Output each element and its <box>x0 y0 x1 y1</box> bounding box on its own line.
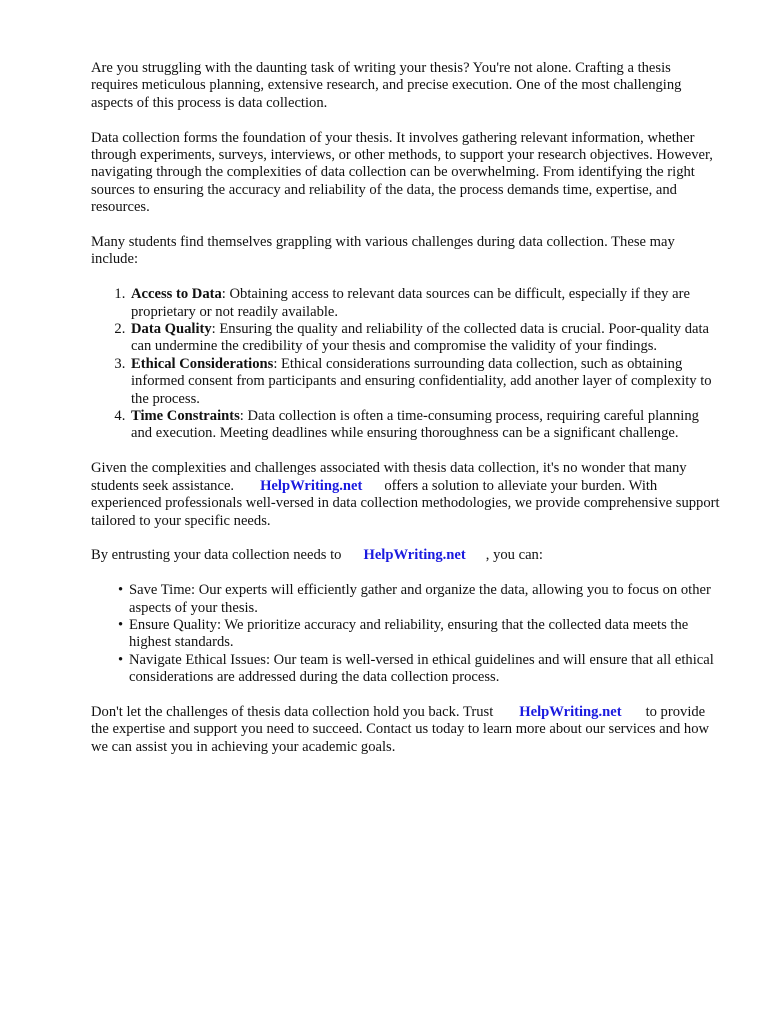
helpwriting-link[interactable]: HelpWriting.net <box>363 547 466 564</box>
bullet-icon: • <box>118 651 124 668</box>
benefit-item <box>118 582 721 617</box>
challenge-text: : Ethical considerations surrounding data collection, such as obtaining informed consent from participants and ensuring confidentiality, add another layer of complexity to the process. <box>131 355 712 407</box>
entrust-text-after: , you can: <box>485 547 543 564</box>
benefit-item <box>118 651 721 687</box>
challenges-list <box>91 286 721 443</box>
challenge-title: Ethical Considerations <box>131 355 274 372</box>
entrust-paragraph <box>91 547 721 564</box>
challenge-text: : Data collection is often a time-consuming process, requiring careful planning and execution. Meeting deadlines while ensuring thoroughness can be a significant challenge. <box>131 408 699 442</box>
bullet-icon: • <box>118 582 124 599</box>
challenge-item <box>129 408 721 443</box>
intro-paragraph: Are you struggling with the daunting task of writing your thesis? You're not alone. Crafting a thesis requires meticulous planning, extensive research, and precise execution. One of the most challenging aspects of this process is data collection. <box>91 60 682 111</box>
closing-text-after: to provide the expertise and support you need to succeed. Contact us today to learn more about our services and how we can assist you in achieving your academic goals. <box>91 703 710 755</box>
given-paragraph <box>91 460 721 530</box>
helpwriting-link[interactable]: HelpWriting.net <box>519 703 622 720</box>
closing-text-before: Don't let the challenges of thesis data collection hold you back. Trust <box>91 703 494 720</box>
entrust-text-before: By entrusting your data collection needs to <box>91 547 342 564</box>
document-body <box>91 60 721 774</box>
closing-paragraph <box>91 704 721 756</box>
challenge-text: : Ensuring the quality and reliability of the collected data is crucial. Poor-quality data can undermine the credibility of your thesis and compromise the validity of your findings. <box>131 321 710 355</box>
challenge-title: Time Constraints <box>131 408 240 425</box>
challenge-item <box>129 321 721 356</box>
given-text-after: offers a solution to alleviate your burden. With experienced professionals well-versed in data collection methodologies, we provide comprehensive support tailored to your specific needs. <box>91 477 720 529</box>
foundation-paragraph: Data collection forms the foundation of your thesis. It involves gathering relevant information, whether through experiments, surveys, interviews, or other methods, to support your research objectives. However, navigating through the complexities of data collection can be overwhelming. From identifying the right sources to ensuring the accuracy and reliability of the data, the process demands time, expertise, and resources. <box>91 129 713 216</box>
benefits-list <box>91 582 721 686</box>
challenge-title: Access to Data <box>131 286 222 303</box>
challenge-item <box>129 286 721 321</box>
benefit-text: Save Time: Our experts will efficiently gather and organize the data, allowing you to focus on other aspects of your thesis. <box>129 582 711 616</box>
benefit-item <box>118 616 721 652</box>
challenge-title: Data Quality <box>131 321 212 338</box>
given-text-before: Given the complexities and challenges associated with thesis data collection, it's no wonder that many students seek assistance. <box>91 460 687 494</box>
challenge-text: : Obtaining access to relevant data sources can be difficult, especially if they are proprietary or not readily available. <box>131 286 690 320</box>
helpwriting-link[interactable]: HelpWriting.net <box>260 477 363 494</box>
bullet-icon: • <box>118 616 124 633</box>
challenges-intro-paragraph: Many students find themselves grappling with various challenges during data collection. These may include: <box>91 234 675 268</box>
challenge-item <box>129 356 721 408</box>
benefit-text: Ensure Quality: We prioritize accuracy and reliability, ensuring that the collected data meets the highest standards. <box>129 616 689 651</box>
benefit-text: Navigate Ethical Issues: Our team is well-versed in ethical guidelines and will ensure that all ethical considerations are addressed during the data collection process. <box>129 651 714 686</box>
